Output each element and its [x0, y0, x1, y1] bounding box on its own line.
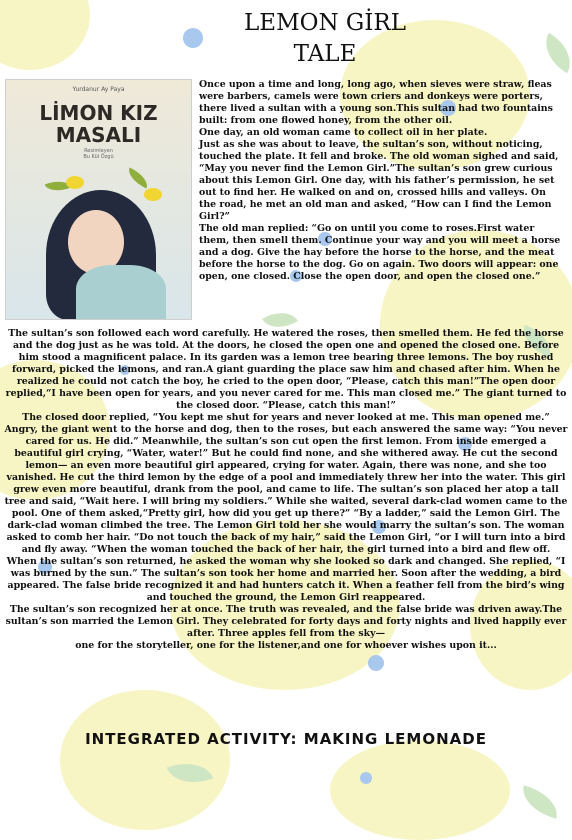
story-paragraph: Once upon a time and long, long ago, when sieves were straw, fleas were barbers, camels were town criers and donkeys were porters, there lived a sultan with a young son.This sultan had two fountains built: from one flowed honey, from the other oil. [199, 79, 553, 126]
page-title [210, 8, 440, 70]
story-text-top [199, 79, 563, 283]
cover-title-line-2: MASALI [55, 123, 142, 147]
story-paragraph: The sultan’s son followed each word carefully. He watered the roses, then smelled them. He fed the horse and the dog just as he was told. At the doors, he closed the open one and opened the closed one. Before him stood a magnificent palace. In its garden was a lemon tree bearing three lemons. The boy rushed forward, picked the lemons, and ran.A giant guarding the place saw him and chased after him. When he realized he could not catch the boy, he cried to the open door, “Please, catch this man!”The open door replied,“I have been open for years, and you never cared for me. This man closed me.” The giant turned to the closed door. “Please, catch this man!” [5, 328, 567, 411]
title-line-2: TALE [293, 41, 357, 67]
dot-decoration [368, 655, 384, 671]
dot-decoration [360, 772, 372, 784]
cover-illustrator-name: Bu Kül Özgü [83, 154, 114, 160]
cover-author: Yurdanur Ay Paya [72, 86, 125, 93]
book-cover-image [5, 79, 192, 320]
cover-title-line-1: LİMON KIZ [39, 101, 158, 125]
cover-dress [76, 265, 166, 320]
story-paragraph: When the sultan’s son returned, he asked the woman why she looked so dark and changed. She replied, “I was burned by the sun.” The sultan’s son took her home and married her. Soon after the wedding, a bird appeared. The false bride recognized it and had hunters catch it. When a feather fell from the bird’s wing and touched the ground, the Lemon Girl reappeared. [6, 556, 566, 603]
leaf-decoration [518, 785, 563, 819]
lemon-decoration [60, 690, 230, 830]
cover-lemon [66, 176, 84, 189]
title-line-1: LEMON GİRL [244, 10, 406, 36]
dot-decoration [183, 28, 203, 48]
story-paragraph: Just as she was about to leave, the sultan’s son, without noticing, touched the plate. It fell and broke. The old woman sighed and said, “May you never find the Lemon Girl.”The sultan’s son grew curious about this Lemon Girl. One day, with his father’s permission, he set out to find her. He walked on and on, crossed hills and valleys. On the road, he met an old man and asked, “How can I find the Lemon Girl?” [199, 139, 559, 222]
lemon-decoration [330, 740, 510, 840]
cover-leaf [125, 167, 152, 188]
cover-title [6, 102, 191, 146]
story-paragraph: The old man replied: “Go on until you come to roses.First water them, then smell them. Continue your way and you will meet a horse and a dog. Give the hay before the horse to the horse, and the meat before the horse to the dog. Go on again. Two doors will appear: one open, one closed. Close the open door, and open the closed one.” [199, 223, 561, 282]
story-paragraph: One day, an old woman came to collect oil in her plate. [199, 127, 488, 138]
cover-lemon [144, 188, 162, 201]
leaf-decoration [536, 33, 572, 74]
story-paragraph: one for the storyteller, one for the listener,and one for whoever wishes upon it... [75, 640, 497, 651]
story-text-full [4, 328, 568, 652]
cover-illustrator [6, 148, 191, 160]
activity-heading: INTEGRATED ACTIVITY: MAKING LEMONADE [85, 730, 487, 748]
story-paragraph: The closed door replied, “You kept me shut for years and never looked at me. This man opened me.” Angry, the giant went to the horse and dog, then to the roses, but each answered the same way: “You never cared for us. He did.” Meanwhile, the sultan’s son cut open the first lemon. From inside emerged a beautiful girl crying, “Water, water!” But he could find none, and she withered away. He cut the second lemon— an even more beautiful girl appeared, crying for water. Again, there was none, and she too vanished. He cut the third lemon by the edge of a pool and immediately threw her into the water. This girl grew even more beautiful, drank from the pool, and came to life. The sultan’s son placed her atop a tall tree and said, “Wait here. I will bring my soldiers.” While she waited, several dark-clad women came to the pool. One of them asked,“Pretty girl, how did you get up there?” “By a ladder,” said the Lemon Girl. The dark-clad woman climbed the tree. The Lemon Girl told her she would marry the sultan’s son. The woman asked to comb her hair. “Do not touch the back of my hair,” said the Lemon Girl, “or I will turn into a bird and fly away. “When the woman touched the back of her hair, the girl turned into a bird and flew off. [4, 412, 568, 555]
lemon-decoration [0, 0, 90, 70]
cover-illustrator-label: Resimleyen [84, 148, 113, 154]
story-paragraph: The sultan’s son recognized her at once. The truth was revealed, and the false bride was driven away.The sultan’s son married the Lemon Girl. They celebrated for forty days and forty nights and lived happily ever after. Three apples fell from the sky— [5, 604, 567, 639]
